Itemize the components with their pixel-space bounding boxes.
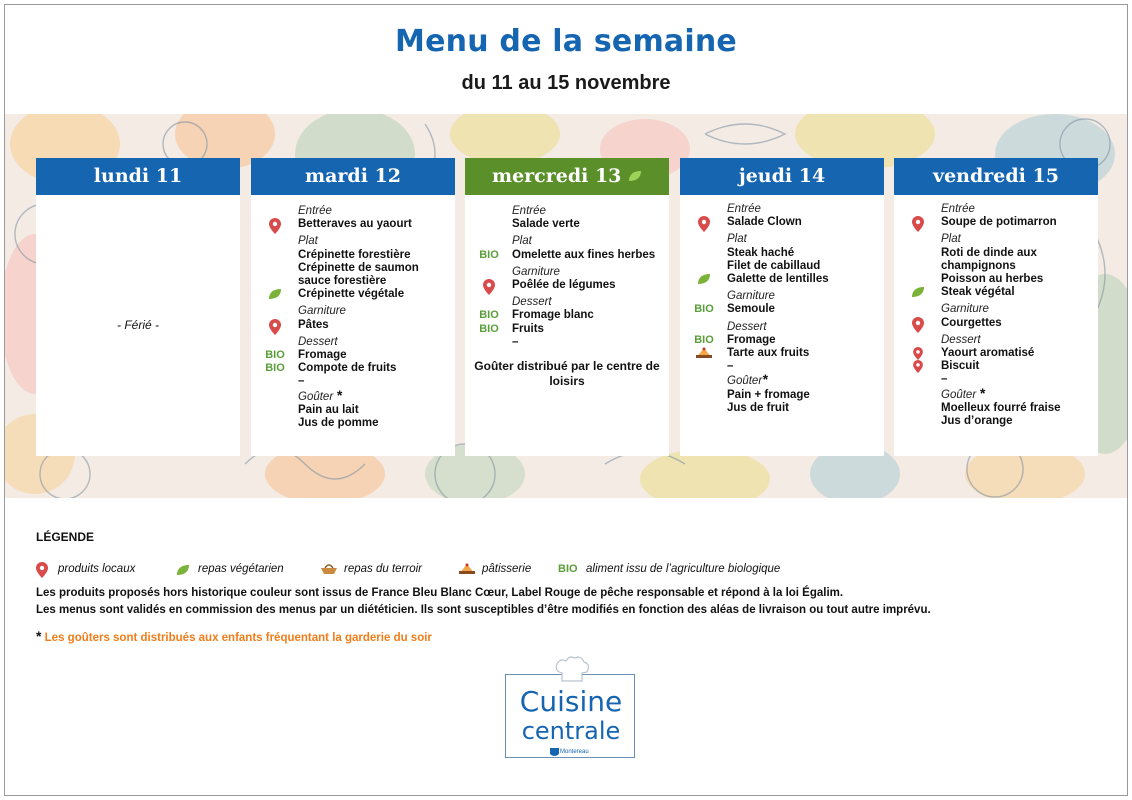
course-label: Garniture [512, 265, 560, 278]
day-header: vendredi 15 [894, 158, 1098, 195]
location-pin-icon [476, 279, 502, 299]
menu-dish [941, 360, 1092, 373]
menu-dish [941, 216, 1092, 229]
menu-dish: Jus de fruit [727, 401, 789, 414]
dish-name: Fromage blanc [512, 309, 594, 322]
day-card-tuesday [251, 158, 455, 456]
menu-dish [941, 286, 1092, 299]
menu-dish [727, 347, 878, 360]
menu-dish [298, 319, 449, 332]
menu-dish: Crépinette de saumon sauce forestière [298, 261, 419, 288]
course-label: Dessert [941, 333, 981, 346]
holiday-note: - Férié - [117, 318, 159, 332]
bio-badge: BIO [694, 333, 714, 346]
course-label: Garniture [298, 305, 346, 318]
day-header: mardi 12 [251, 158, 455, 195]
leaf-icon [691, 273, 717, 289]
menu-dish: Roti de dinde aux champignons [941, 246, 1037, 272]
bio-badge: BIO [694, 303, 714, 316]
leaf-icon [628, 165, 642, 187]
menu-dash: – [512, 335, 519, 348]
menu-dish [941, 317, 1092, 330]
menu-dish: Pain + fromage [727, 388, 810, 401]
bio-badge: BIO [265, 362, 285, 375]
menu-dish [298, 218, 449, 231]
logo-text: Cuisine [519, 685, 623, 718]
pastry-icon [691, 347, 717, 363]
location-pin-icon [905, 317, 931, 337]
legend-label: repas du terroir [344, 563, 422, 575]
bio-badge: BIO [479, 309, 499, 322]
menu-dish: Jus de pomme [298, 417, 379, 430]
menu-dish [298, 288, 449, 301]
menu-dish: Filet de cabillaud [727, 259, 821, 272]
dish-name: Steak végétal [941, 286, 1015, 299]
logo-city: Montereau [560, 749, 589, 755]
basket-icon [320, 563, 338, 578]
leaf-icon [262, 288, 288, 304]
course-label: Dessert [512, 296, 552, 309]
course-label: Entrée [941, 203, 975, 215]
menu-dish [479, 309, 663, 322]
menu-dish [265, 362, 449, 375]
course-label: Plat [941, 233, 961, 246]
course-label: Entrée [298, 205, 332, 217]
course-label: Plat [727, 233, 747, 246]
dish-name: Biscuit [941, 360, 980, 373]
bio-badge: BIO [479, 322, 499, 335]
menu-dish: Jus d’orange [941, 415, 1013, 428]
menu-dish: Steak haché [727, 246, 795, 259]
day-card-wednesday [465, 158, 669, 456]
menu-dish: Pain au lait [298, 403, 359, 416]
menu-dash: – [941, 373, 948, 386]
info-note-sourcing: Les produits proposés hors historique couleur sont issus de France Bleu Blanc Cœur, Label Rouge de pêche responsable et répond à la loi Égalim. [36, 587, 844, 599]
day-header: mercredi 13 [465, 158, 669, 195]
menu-dish [479, 248, 663, 262]
pastry-icon [458, 563, 476, 578]
menu-dish [512, 279, 663, 292]
menu-dish: Crépinette forestière [298, 248, 411, 261]
location-pin-icon [262, 218, 288, 238]
menu-dish [694, 303, 878, 316]
dish-name: Pâtes [298, 318, 329, 331]
course-label: Goûter* [727, 371, 768, 388]
city-crest-icon [550, 748, 559, 758]
location-pin-icon [262, 319, 288, 339]
dish-name: Soupe de potimarron [941, 216, 1057, 229]
menu-dish [941, 347, 1092, 360]
dish-name: Poêlée de légumes [512, 279, 616, 292]
menu-dish: Poisson au herbes [941, 273, 1044, 286]
cuisine-centrale-logo [505, 674, 635, 758]
menu-dish [727, 273, 878, 286]
gouter-footnote: * Les goûters sont distribués aux enfants fréquentant la garderie du soir [36, 628, 432, 644]
logo-text: centrale [521, 717, 621, 745]
dish-name: Crépinette végétale [298, 288, 405, 301]
course-label: Plat [512, 235, 532, 248]
leaf-icon [905, 286, 931, 302]
menu-dash: – [727, 360, 734, 373]
dish-name: Fromage [298, 349, 347, 362]
menu-dash: – [298, 375, 305, 388]
page-subtitle: du 11 au 15 novembre [461, 72, 671, 94]
course-label: Entrée [727, 203, 761, 215]
course-label: Garniture [727, 290, 775, 303]
course-label: Goûter * [941, 384, 985, 401]
gouter-note: Goûter distribué par le centre de loisirs [474, 359, 660, 389]
course-label: Plat [298, 235, 318, 248]
dish-name: Omelette aux fines herbes [512, 248, 656, 261]
course-label: Dessert [298, 335, 338, 348]
course-label: Entrée [512, 205, 546, 217]
course-label: Dessert [727, 320, 767, 333]
dish-name: Compote de fruits [298, 362, 397, 375]
legend-title: LÉGENDE [36, 530, 95, 544]
dish-name: Fromage [727, 333, 776, 346]
menu-dish [694, 333, 878, 347]
dish-name: Fruits [512, 322, 544, 335]
dish-name: Salade Clown [727, 216, 802, 229]
menu-dish [479, 322, 663, 336]
course-label: Goûter * [298, 386, 342, 403]
location-pin-icon [905, 216, 931, 236]
page-title: Menu de la semaine [395, 24, 737, 59]
location-pin-icon [36, 562, 48, 581]
legend-label: aliment issu de l’agriculture biologique [586, 563, 781, 575]
course-label: Garniture [941, 303, 989, 316]
menu-dish [265, 349, 449, 362]
info-note-validation: Les menus sont validés en commission des menus par un diététicien. Ils sont susceptibles d’être modifiés en fonction des aléas de livraison ou tout autre imprévu. [36, 604, 931, 616]
legend-label: produits locaux [58, 563, 136, 575]
menu-dish: Salade verte [512, 218, 580, 231]
bio-badge: BIO [558, 563, 578, 575]
day-header: lundi 11 [36, 158, 240, 195]
dish-name: Betteraves au yaourt [298, 218, 412, 231]
day-header: jeudi 14 [680, 158, 884, 195]
day-card-thursday [680, 158, 884, 456]
dish-name: Semoule [727, 303, 775, 316]
day-card-friday [894, 158, 1098, 456]
menu-dish: Moelleux fourré fraise [941, 401, 1061, 414]
location-pin-icon [905, 360, 931, 377]
dish-name: Yaourt aromatisé [941, 347, 1035, 360]
leaf-icon [176, 564, 190, 579]
bio-badge: BIO [265, 349, 285, 362]
dish-name: Galette de lentilles [727, 273, 829, 286]
dish-name: Tarte aux fruits [727, 347, 810, 360]
chef-hat-icon [552, 655, 592, 685]
menu-dish [727, 216, 878, 229]
location-pin-icon [691, 216, 717, 236]
legend-label: repas végétarien [198, 563, 284, 575]
bio-badge: BIO [479, 248, 499, 261]
dish-name: Courgettes [941, 316, 1002, 329]
legend-label: pâtisserie [482, 563, 532, 575]
day-card-monday [36, 158, 240, 456]
